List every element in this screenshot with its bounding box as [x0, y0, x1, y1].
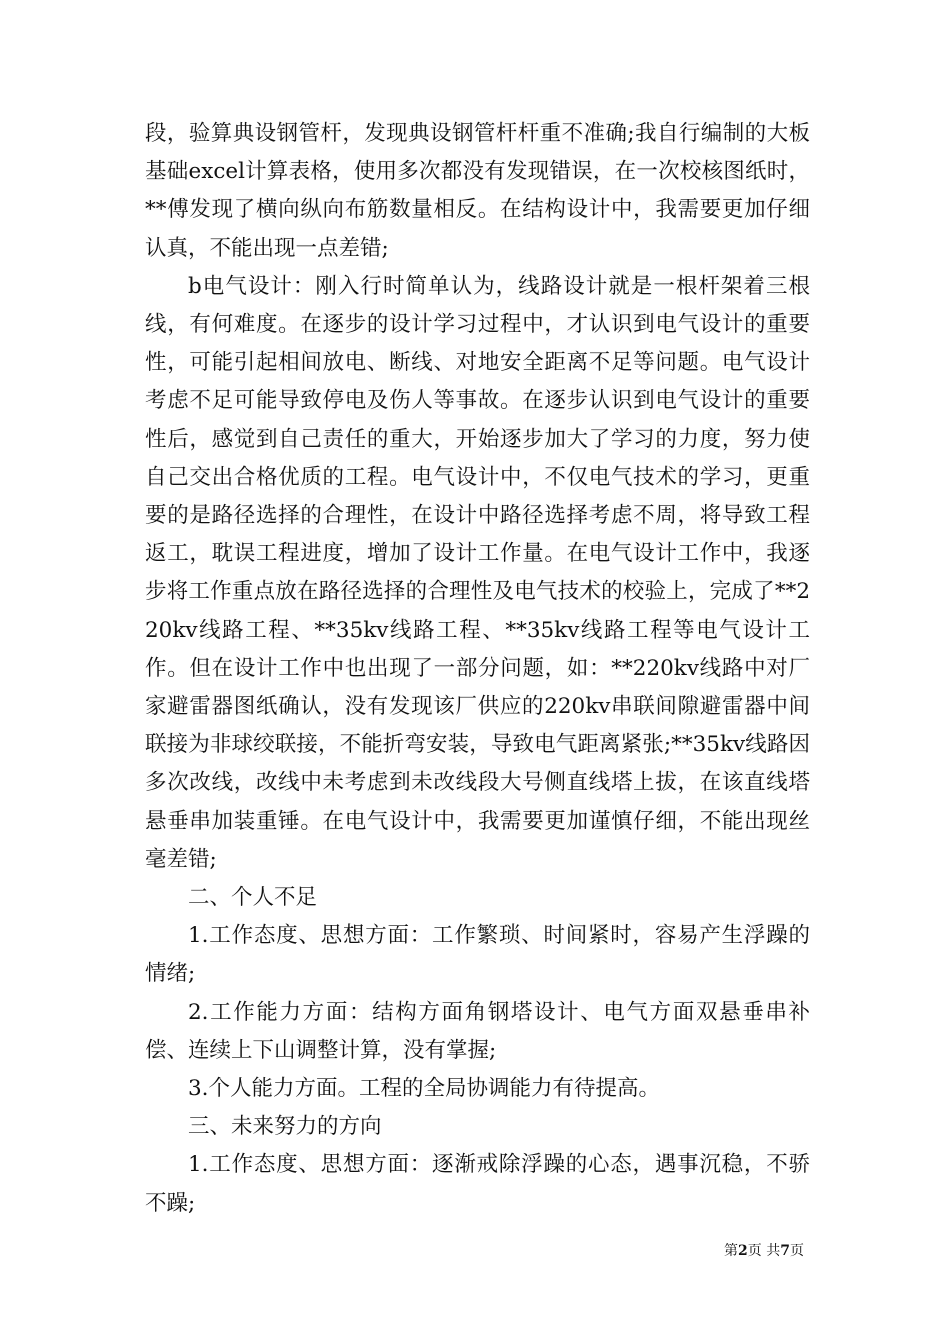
total-page-count: 7: [780, 1243, 790, 1259]
list-item-shortcoming-3: 3.个人能力方面。工程的全局协调能力有待提高。: [188, 1076, 661, 1102]
document-body: [145, 115, 810, 1223]
current-page-number: 2: [738, 1243, 748, 1259]
list-item-shortcoming-2: 2.工作能力方面：结构方面角钢塔设计、电气方面双悬垂串补偿、连续上下山调整计算，没有掌握;: [145, 999, 810, 1063]
list-item-future-1: 1.工作态度、思想方面：逐渐戒除浮躁的心态，遇事沉稳，不骄不躁;: [145, 1152, 810, 1216]
paragraph-structure-continued: 段，验算典设钢管杆，发现典设钢管杆杆重不准确;我自行编制的大板基础excel计算表格，使用多次都没有发现错误，在一次校核图纸时，**傅发现了横向纵向布筋数量相反。在结构设计中，我需要更加仔细认真，不能出现一点差错;: [145, 121, 810, 261]
footer-middle: 页 共: [747, 1243, 781, 1259]
page-number-footer: [724, 1242, 804, 1260]
paragraph-electrical-design: b电气设计：刚入行时简单认为，线路设计就是一根杆架着三根线，有何难度。在逐步的设计学习过程中，才认识到电气设计的重要性，可能引起相间放电、断线、对地安全距离不足等问题。电气设计考虑不足可能导致停电及伤人等事故。在逐步认识到电气设计的重要性后，感觉到自己责任的重大，开始逐步加大了学习的力度，努力使自己交出合格优质的工程。电气设计中，不仅电气技术的学习，更重要的是路径选择的合理性，在设计中路径选择考虑不周，将导致工程返工，耽误工程进度，增加了设计工作量。在电气设计工作中，我逐步将工作重点放在路径选择的合理性及电气技术的校验上，完成了**220kv线路工程、**35kv线路工程、**35kv线路工程等电气设计工作。但在设计工作中也出现了一部分问题，如：**220kv线路中对厂家避雷器图纸确认，没有发现该厂供应的220kv串联间隙避雷器中间联接为非球绞联接，不能折弯安装，导致电气距离紧张;**35kv线路因多次改线，改线中未考虑到未改线段大号侧直线塔上拔，在该直线塔悬垂串加装重锤。在电气设计中，我需要更加谨慎仔细，不能出现丝毫差错;: [145, 273, 810, 872]
list-item-shortcoming-1: 1.工作态度、思想方面：工作繁琐、时间紧时，容易产生浮躁的情绪;: [145, 923, 810, 987]
section-heading-shortcomings: 二、个人不足: [188, 885, 318, 911]
section-heading-future: 三、未来努力的方向: [188, 1114, 382, 1140]
footer-suffix: 页: [790, 1243, 804, 1259]
footer-prefix: 第: [724, 1243, 739, 1259]
